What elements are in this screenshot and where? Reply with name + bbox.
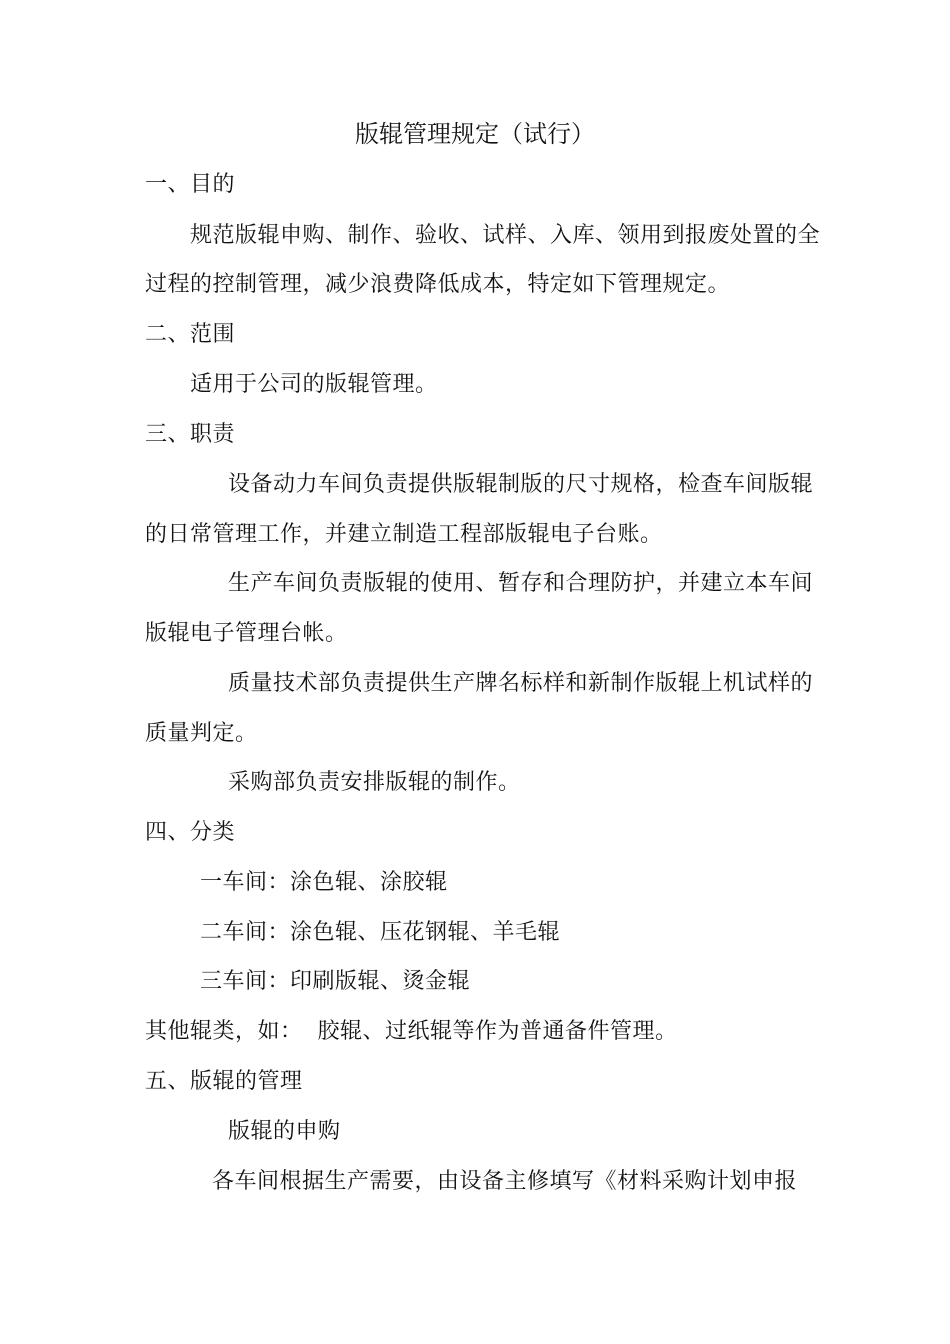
management-subheading-purchase: 版辊的申购 xyxy=(228,1119,341,1144)
management-purchase-paragraph-line-1: 各车间根据生产需要，由设备主修填写《材料采购计划申报 xyxy=(212,1169,798,1194)
duty-equipment-line-2: 的日常管理工作，并建立制造工程部版辊电子台账。 xyxy=(145,522,663,547)
purpose-paragraph-line-1: 规范版辊申购、制作、验收、试样、入库、领用到报废处置的全 xyxy=(190,223,821,248)
duty-equipment-line-1: 设备动力车间负责提供版辊制版的尺寸规格，检查车间版辊 xyxy=(228,472,814,497)
document-title: 版辊管理规定（试行） xyxy=(355,120,595,148)
purpose-paragraph-line-2: 过程的控制管理，减少浪费降低成本，特定如下管理规定。 xyxy=(145,272,731,297)
classification-other-rollers: 其他辊类，如： 胶辊、过纸辊等作为普通备件管理。 xyxy=(145,1019,678,1044)
section-heading-management: 五、版辊的管理 xyxy=(145,1069,303,1094)
duty-production-line-1: 生产车间负责版辊的使用、暂存和合理防护，并建立本车间 xyxy=(228,571,814,596)
classification-workshop-3: 三车间：印刷版辊、烫金辊 xyxy=(200,969,471,994)
scope-paragraph: 适用于公司的版辊管理。 xyxy=(190,372,438,397)
classification-workshop-2: 二车间：涂色辊、压花钢辊、羊毛辊 xyxy=(200,920,561,945)
duty-purchasing: 采购部负责安排版辊的制作。 xyxy=(228,770,521,795)
duty-quality-line-1: 质量技术部负责提供生产牌名标样和新制作版辊上机试样的 xyxy=(228,671,814,696)
duty-production-line-2: 版辊电子管理台帐。 xyxy=(145,621,348,646)
section-heading-classification: 四、分类 xyxy=(145,820,236,845)
duty-quality-line-2: 质量判定。 xyxy=(145,721,258,746)
section-heading-scope: 二、范围 xyxy=(145,322,236,347)
section-heading-purpose: 一、目的 xyxy=(145,172,236,197)
classification-workshop-1: 一车间：涂色辊、涂胶辊 xyxy=(200,870,448,895)
section-heading-duties: 三、职责 xyxy=(145,422,236,447)
